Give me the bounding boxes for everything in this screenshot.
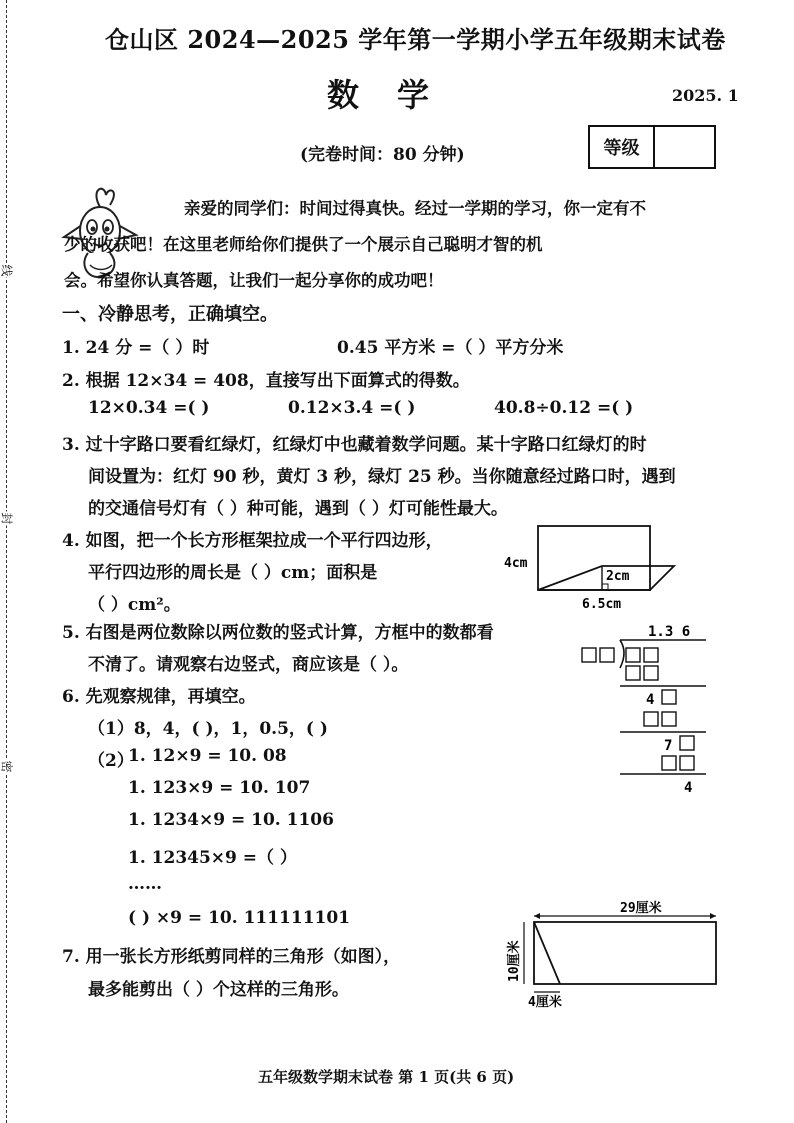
q6-part-2-label: （2）: [88, 751, 134, 771]
q6-pattern-line: 1. 12×9 = 10. 08: [128, 746, 287, 766]
grade-box: [588, 125, 716, 169]
q6-ellipsis: ……: [128, 874, 162, 894]
q4-base-label: 6.5cm: [582, 597, 622, 612]
q5-dividend-box: [644, 648, 658, 662]
q4-figure: [500, 520, 680, 612]
binding-mark-secret: 密: [0, 760, 14, 773]
q7-triangle-edge: [534, 922, 560, 984]
q5-division-bracket: [620, 640, 624, 668]
q6-stem: 6. 先观察规律，再填空。: [62, 687, 256, 707]
q4-right-angle: [602, 584, 608, 590]
q4-line: 平行四边形的周长是（ ）cm；面积是: [88, 563, 378, 583]
q5-quotient: 1.3 6: [648, 624, 691, 640]
exam-title: 仓山区 2024—2025 学年第一学期小学五年级期末试卷: [105, 25, 726, 54]
page-footer: 五年级数学期末试卷 第 1 页(共 6 页): [258, 1068, 515, 1086]
q6-pattern-line: 1. 123×9 = 10. 107: [128, 778, 311, 798]
q1-part-a: 1. 24 分 =（ ）时: [62, 338, 210, 358]
intro-line: 少的收获吧！在这里老师给你们提供了一个展示自己聪明才智的机: [64, 235, 543, 254]
q6-last-line: ( ) ×9 = 10. 111111101: [128, 908, 351, 928]
q4-rectangle: [538, 526, 650, 590]
q3-line: 的交通信号灯有（ ）种可能，遇到（ ）灯可能性最大。: [88, 499, 508, 519]
q6-pattern-line: 1. 1234×9 = 10. 1106: [128, 810, 334, 830]
q2-part-a: 12×0.34 =( ): [88, 398, 210, 418]
q5-digit-7: 7: [664, 738, 673, 754]
q7-line: 最多能剪出（ ）个这样的三角形。: [88, 980, 349, 1000]
q7-top-label: 29厘米: [620, 901, 662, 916]
q7-figure: [500, 898, 724, 1012]
q7-paper-rect: [534, 922, 716, 984]
q7-bottom-label: 4厘米: [528, 995, 562, 1010]
binding-mark-line: 线: [0, 264, 14, 277]
q2-part-c: 40.8÷0.12 =( ): [494, 398, 634, 418]
q5-division-figure: [576, 622, 710, 798]
q2-stem: 2. 根据 12×34 = 408，直接写出下面算式的得数。: [62, 371, 470, 391]
q4-line: （ ）cm²。: [88, 595, 181, 615]
q4-height-label: 2cm: [606, 569, 630, 584]
q2-part-b: 0.12×3.4 =( ): [288, 398, 416, 418]
q6-part-1: （1）8，4，( )，1，0.5，( ): [88, 719, 328, 739]
q5-line: 不清了。请观察右边竖式，商应该是（ ）。: [88, 655, 409, 675]
q5-box: [644, 666, 658, 680]
intro-line: 亲爱的同学们：时间过得真快。经过一学期的学习，你一定有不: [184, 199, 646, 218]
section-title: 一、冷静思考，正确填空。: [62, 304, 278, 325]
exam-date: 2025. 1: [672, 86, 739, 105]
q3-line: 间设置为：红灯 90 秒，黄灯 3 秒，绿灯 25 秒。当你随意经过路口时，遇到: [88, 467, 676, 487]
q5-remainder: 4: [684, 780, 693, 796]
subject-title: 数学: [327, 76, 468, 114]
grade-label: 等级: [590, 127, 655, 167]
q7-line: 7. 用一张长方形纸剪同样的三角形（如图），: [62, 947, 401, 967]
intro-line: 会。希望你认真答题，让我们一起分享你的成功吧！: [64, 271, 444, 290]
q5-box: [644, 712, 658, 726]
q7-side-label: 10厘米: [507, 940, 522, 982]
q5-dividend-box: [626, 648, 640, 662]
q5-divisor-box: [600, 648, 614, 662]
binding-line: [6, 0, 8, 1123]
q5-box: [680, 736, 694, 750]
q5-box: [662, 712, 676, 726]
q5-divisor-box: [582, 648, 596, 662]
q5-box: [662, 756, 676, 770]
q5-box: [680, 756, 694, 770]
q5-box: [662, 690, 676, 704]
q5-box: [626, 666, 640, 680]
binding-mark-seal: 封: [0, 512, 14, 525]
q5-line: 5. 右图是两位数除以两位数的竖式计算，方框中的数都看: [62, 623, 494, 643]
q4-left-label: 4cm: [504, 556, 528, 571]
q4-line: 4. 如图，把一个长方形框架拉成一个平行四边形，: [62, 531, 443, 551]
q3-line: 3. 过十字路口要看红绿灯，红绿灯中也藏着数学问题。某十字路口红绿灯的时: [62, 435, 647, 455]
intro-paragraph: [64, 191, 728, 299]
grade-field[interactable]: [655, 127, 714, 167]
q5-digit-4: 4: [646, 692, 655, 708]
exam-time: (完卷时间：80 分钟): [300, 145, 465, 165]
q6-pattern-line: 1. 12345×9 =（ ）: [128, 848, 297, 868]
q1-part-b: 0.45 平方米 =（ ）平方分米: [337, 338, 564, 358]
